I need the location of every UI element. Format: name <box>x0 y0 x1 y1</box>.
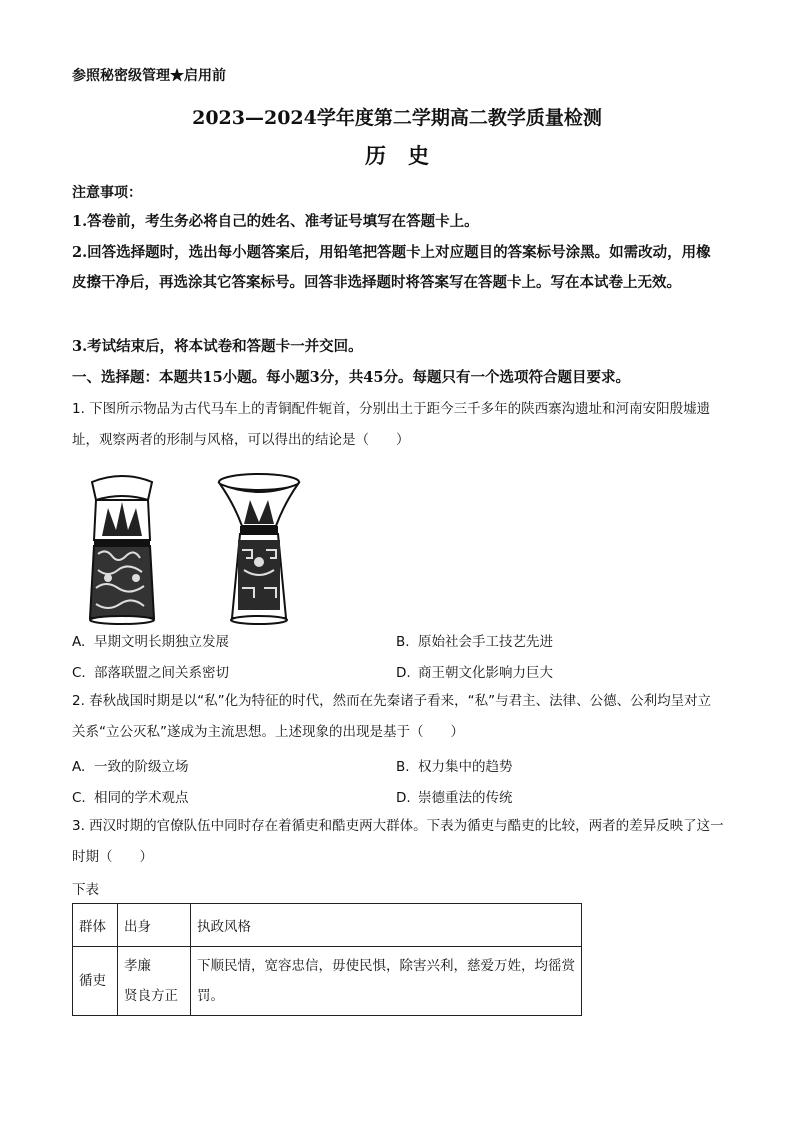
question-1-option-c: C. 部落联盟之间关系密切 <box>72 665 229 681</box>
question-2-option-c: C. 相同的学术观点 <box>72 790 189 806</box>
question-2-stem: 2. 春秋战国时期是以“私”化为特征的时代，然而在先秦诸子看来，“私”与君主、法律、公德、公利均呈对立关系“立公灭私”遂成为主流思想。上述现象的出现是基于（ ） <box>72 693 712 740</box>
note-item-3: 3.考试结束后，将本试卷和答题卡一并交回。 <box>72 338 363 355</box>
notes-heading: 注意事项： <box>72 185 142 201</box>
table-cell-origin <box>118 947 191 1016</box>
question-2-option-b: B. 权力集中的趋势 <box>396 759 513 775</box>
table-header-origin: 出身 <box>118 904 191 947</box>
bronze-yoke-finial-left-image <box>82 470 162 630</box>
exam-title: 2023—2024学年度第二学期高二教学质量检测 <box>192 107 602 129</box>
table-caption: 下表 <box>72 882 99 898</box>
section-heading: 一、选择题：本题共15小题。每小题3分，共45分。每题只有一个选项符合题目要求。 <box>72 369 630 386</box>
note-item-2: 2.回答选择题时，选出每小题答案后，用铅笔把答题卡上对应题目的答案标号涂黑。如需改动，用橡皮擦干净后，再选涂其它答案标号。回答非选择题时将答案写在答题卡上。写在本试卷上无效。 <box>72 244 711 291</box>
table-row <box>73 947 582 1016</box>
question-1-stem: 1. 下图所示物品为古代马车上的青铜配件轭首，分别出土于距今三千多年的陕西寨沟遗址和河南安阳殷墟遗址，观察两者的形制与风格，可以得出的结论是（ ） <box>72 401 711 448</box>
table-cell-style: 下顺民情，宽容忠信，毋使民惧，除害兴利，慈爱万姓，均徭赏罚。 <box>191 947 582 1016</box>
question-1-option-d: D. 商王朝文化影响力巨大 <box>396 665 553 681</box>
table-cell-group: 循吏 <box>73 947 118 1016</box>
question-2-option-d: D. 崇德重法的传统 <box>396 790 513 806</box>
question-1-option-a: A. 早期文明长期独立发展 <box>72 634 229 650</box>
table-header-group: 群体 <box>73 904 118 947</box>
table-header-row <box>73 904 582 947</box>
bronze-yoke-finial-right-image <box>214 470 304 630</box>
subject-title: 历史 <box>365 143 451 168</box>
question-1-option-b: B. 原始社会手工技艺先进 <box>396 634 553 650</box>
table-header-style: 执政风格 <box>191 904 582 947</box>
question-2-option-a: A. 一致的阶级立场 <box>72 759 189 775</box>
table-cell-origin-line-1: 孝廉 <box>124 958 151 974</box>
secret-level-label: 参照秘密级管理★启用前 <box>72 68 226 84</box>
note-item-1: 1.答卷前，考生务必将自己的姓名、准考证号填写在答题卡上。 <box>72 213 479 230</box>
question-3-stem: 3. 西汉时期的官僚队伍中同时存在着循吏和酷吏两大群体。下表为循吏与酷吏的比较，两者的差异反映了这一时期（ ） <box>72 818 724 865</box>
table-cell-origin-line-2: 贤良方正 <box>124 988 178 1004</box>
comparison-table <box>72 903 582 1016</box>
